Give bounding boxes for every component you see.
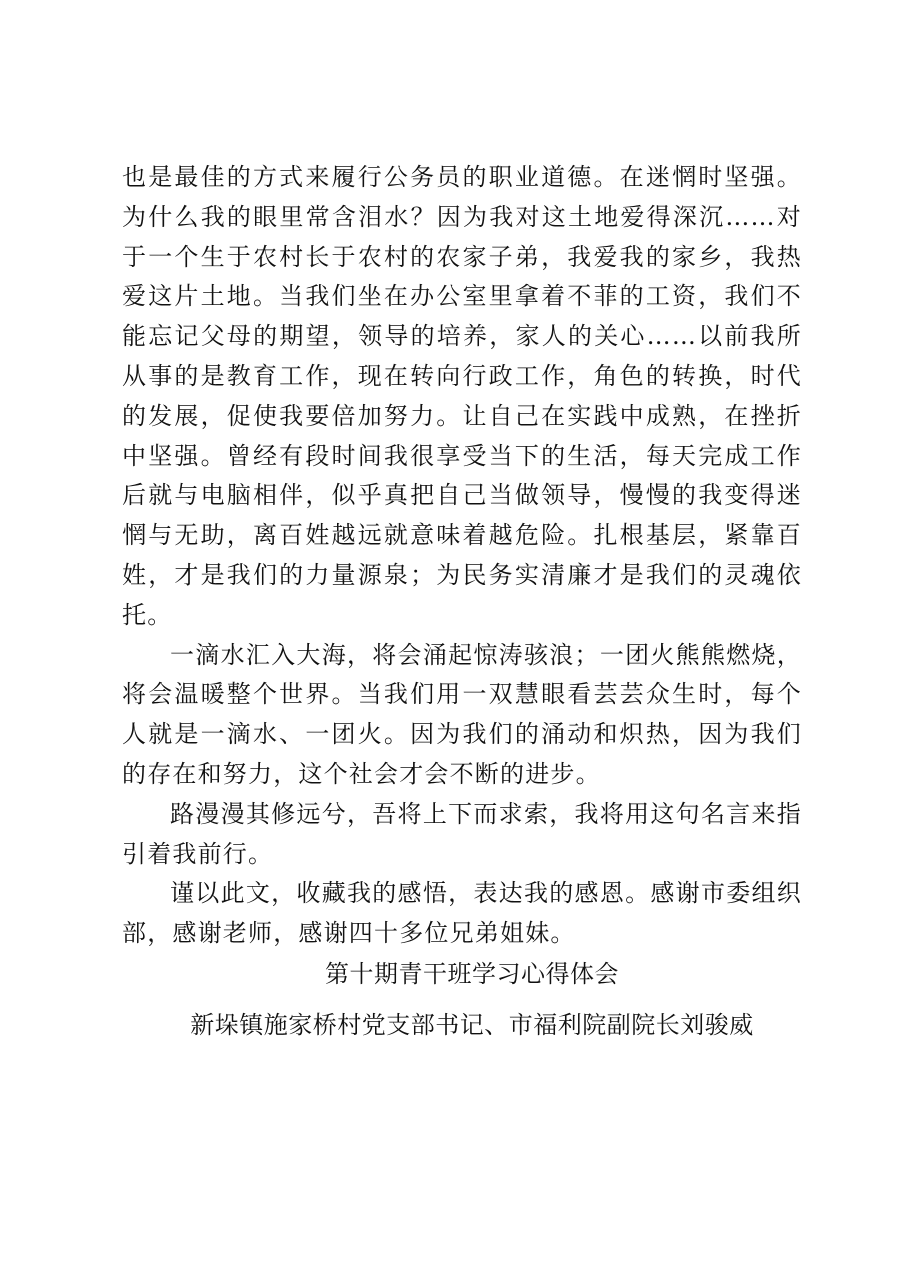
paragraph-quote: 路漫漫其修远兮，吾将上下而求索，我将用这句名言来指引着我前行。 — [122, 799, 802, 868]
paragraph-continued: 也是最佳的方式来履行公务员的职业道德。在迷惘时坚强。为什么我的眼里常含泪水？因为我对这土地爱得深沉……对于一个生于农村长于农村的农家子弟，我爱我的家乡，我热爱这片土地。当我们坐在办公室里拿着不菲的工资，我们不能忘记父母的期望，领导的培养，家人的关心……以前我所从事的是教育工作，现在转向行政工作，角色的转换，时代的发展，促使我要倍加努力。让自己在实践中成熟，在挫折中坚强。曾经有段时间我很享受当下的生活，每天完成工作后就与电脑相伴，似乎真把自己当做领导，慢慢的我变得迷惘与无助，离百姓越远就意味着越危险。扎根基层，紧靠百姓，才是我们的力量源泉；为民务实清廉才是我们的灵魂依托。 — [122, 163, 802, 629]
article-author: 新垛镇施家桥村党支部书记、市福利院副院长刘骏威 — [190, 1010, 754, 1039]
document-body — [122, 158, 802, 1046]
paragraph-thanks: 谨以此文，收藏我的感悟，表达我的感恩。感谢市委组织部，感谢老师，感谢四十多位兄弟姐妹。 — [122, 879, 802, 948]
article-title: 第十期青干班学习心得体会 — [325, 959, 619, 988]
paragraph-water-fire: 一滴水汇入大海，将会涌起惊涛骇浪；一团火熊熊燃烧，将会温暖整个世界。当我们用一双慧眼看芸芸众生时，每个人就是一滴水、一团火。因为我们的涌动和炽热，因为我们的存在和努力，这个社会才会不断的进步。 — [122, 640, 802, 788]
